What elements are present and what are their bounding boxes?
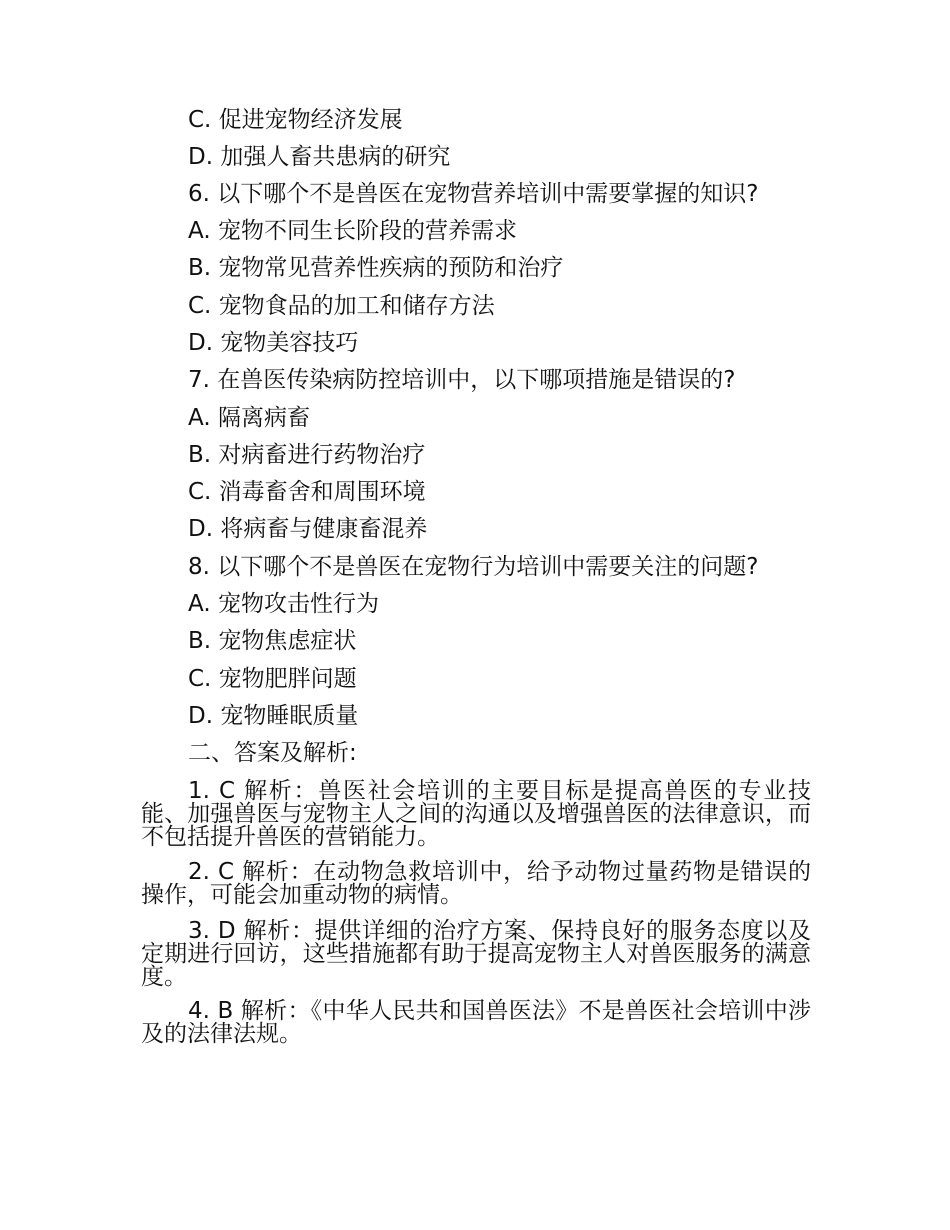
question-7-option-a: A. 隔离病畜 bbox=[188, 405, 310, 431]
question-8-option-a: A. 宠物攻击性行为 bbox=[188, 591, 379, 617]
question-7-option-c: C. 消毒畜舍和周围环境 bbox=[188, 479, 426, 505]
question-6-stem: 6. 以下哪个不是兽医在宠物营养培训中需要掌握的知识? bbox=[188, 181, 759, 207]
question-5-option-c: C. 促进宠物经济发展 bbox=[188, 107, 403, 133]
question-8-option-b: B. 宠物焦虑症状 bbox=[188, 628, 357, 654]
answer-4-explanation: 4. B 解析：《中华人民共和国兽医法》不是兽医社会培训中涉及的法律法规。 bbox=[141, 998, 811, 1047]
answers-heading: 二、答案及解析: bbox=[188, 740, 357, 766]
question-8-option-d: D. 宠物睡眠质量 bbox=[188, 703, 359, 729]
question-7-option-d: D. 将病畜与健康畜混养 bbox=[188, 516, 428, 542]
question-7-stem: 7. 在兽医传染病防控培训中，以下哪项措施是错误的? bbox=[188, 367, 736, 393]
question-6-option-d: D. 宠物美容技巧 bbox=[188, 330, 359, 356]
question-6-option-b: B. 宠物常见营养性疾病的预防和治疗 bbox=[188, 255, 564, 281]
answer-3-explanation: 3. D 解析：提供详细的治疗方案、保持良好的服务态度以及定期进行回访，这些措施都有助于提高宠物主人对兽医服务的满意度。 bbox=[141, 918, 811, 990]
question-7-option-b: B. 对病畜进行药物治疗 bbox=[188, 442, 426, 468]
question-5-option-d: D. 加强人畜共患病的研究 bbox=[188, 144, 451, 170]
question-8-stem: 8. 以下哪个不是兽医在宠物行为培训中需要关注的问题? bbox=[188, 554, 759, 580]
question-8-option-c: C. 宠物肥胖问题 bbox=[188, 666, 357, 692]
question-6-option-c: C. 宠物食品的加工和储存方法 bbox=[188, 293, 495, 319]
question-6-option-a: A. 宠物不同生长阶段的营养需求 bbox=[188, 218, 517, 244]
answer-2-explanation: 2. C 解析：在动物急救培训中，给予动物过量药物是错误的操作，可能会加重动物的病情。 bbox=[141, 859, 811, 908]
answer-1-explanation: 1. C 解析：兽医社会培训的主要目标是提高兽医的专业技能、加强兽医与宠物主人之间的沟通以及增强兽医的法律意识，而不包括提升兽医的营销能力。 bbox=[141, 778, 811, 850]
